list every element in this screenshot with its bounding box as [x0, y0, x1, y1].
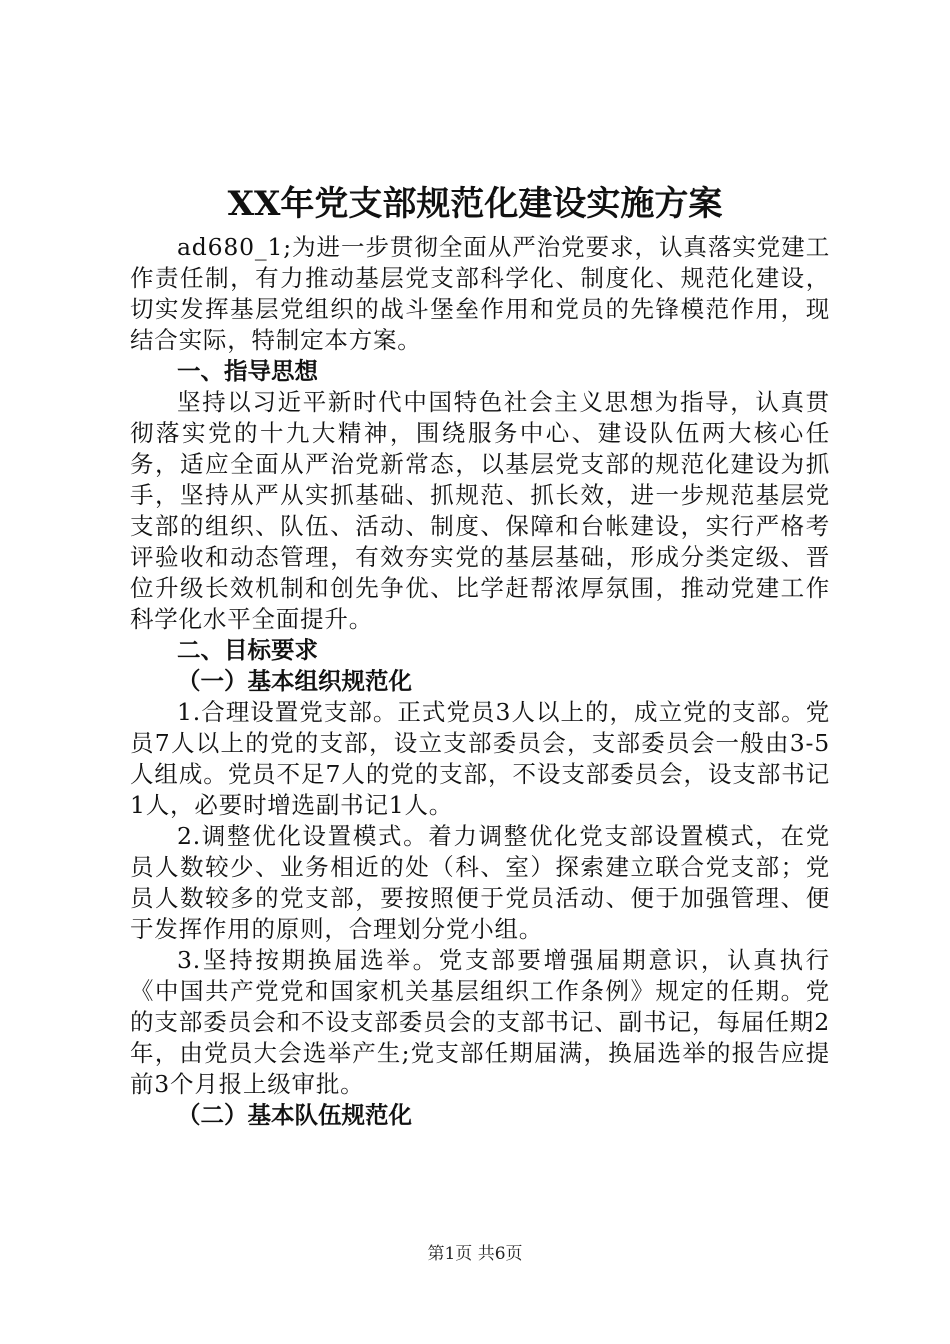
page-footer: 第1页 共6页	[427, 1244, 523, 1264]
intro-paragraph: ad680_1;为进一步贯彻全面从严治党要求，认真落实党建工作责任制，有力推动基层党支部科学化、制度化、规范化建设，切实发挥基层党组织的战斗堡垒作用和党员的先锋模范作用，现结合实际，特制定本方案。	[130, 233, 830, 354]
section-heading-guiding-ideology: 一、指导思想	[177, 357, 318, 385]
document-title: XX年党支部规范化建设实施方案	[227, 184, 723, 224]
item-paragraph-1: 1.合理设置党支部。正式党员3人以上的，成立党的支部。党员7人以上的党的支部，设立支部委员会，支部委员会一般由3-5人组成。党员不足7人的党的支部，不设支部委员会，设支部书记1人，必要时增选副书记1人。	[130, 698, 830, 819]
subsection-heading-team: （二）基本队伍规范化	[177, 1101, 412, 1129]
subsection-heading-organization: （一）基本组织规范化	[177, 667, 412, 695]
section-heading-goals: 二、目标要求	[177, 636, 318, 664]
guiding-ideology-paragraph: 坚持以习近平新时代中国特色社会主义思想为指导，认真贯彻落实党的十九大精神，围绕服务中心、建设队伍两大核心任务，适应全面从严治党新常态，以基层党支部的规范化建设为抓手，坚持从严从实抓基础、抓规范、抓长效，进一步规范基层党支部的组织、队伍、活动、制度、保障和台帐建设，实行严格考评验收和动态管理，有效夯实党的基层基础，形成分类定级、晋位升级长效机制和创先争优、比学赶帮浓厚氛围，推动党建工作科学化水平全面提升。	[130, 388, 830, 633]
document-body	[130, 232, 830, 1131]
item-paragraph-2: 2.调整优化设置模式。着力调整优化党支部设置模式，在党员人数较少、业务相近的处（科、室）探索建立联合党支部；党员人数较多的党支部，要按照便于党员活动、便于加强管理、便于发挥作用的原则，合理划分党小组。	[130, 822, 830, 943]
item-paragraph-3: 3.坚持按期换届选举。党支部要增强届期意识，认真执行《中国共产党党和国家机关基层组织工作条例》规定的任期。党的支部委员会和不设支部委员会的支部书记、副书记，每届任期2年，由党员大会选举产生;党支部任期届满，换届选举的报告应提前3个月报上级审批。	[130, 946, 830, 1098]
